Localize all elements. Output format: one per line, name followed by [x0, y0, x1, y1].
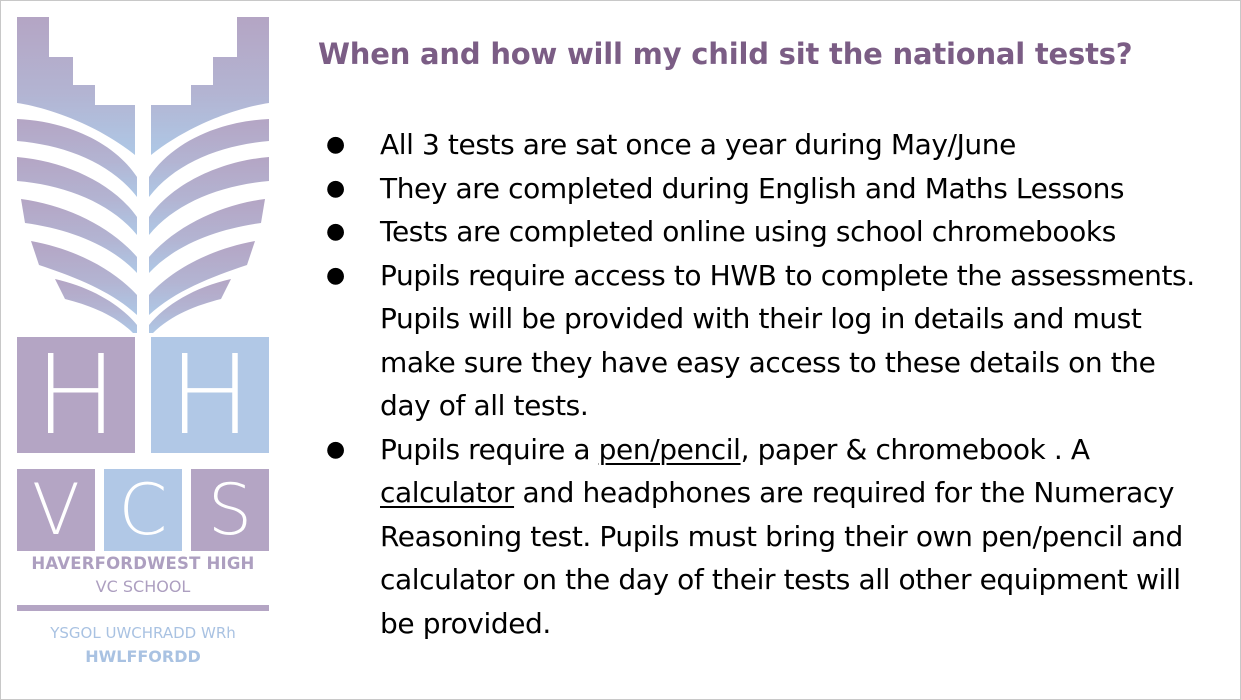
bullet-text: Tests are completed online using school chromebooks [380, 215, 1116, 248]
school-name-line2: VC SCHOOL [95, 577, 191, 596]
bullet-text: Pupils require access to HWB to complete the assessments. Pupils will be provided with their log in details and must make sure they have easy access to these details on the day of all tests. [380, 258, 1195, 422]
bullet-item [326, 210, 1206, 254]
bullet-dot-icon: ● [326, 219, 345, 244]
bullet-dot-icon: ● [326, 262, 345, 288]
logo-letter: H [168, 331, 252, 459]
logo-tile-h-left [17, 331, 135, 459]
bullet-item [326, 428, 1206, 646]
bullet-item [326, 254, 1206, 428]
bullet-dot-icon: ● [326, 436, 345, 462]
school-logo [15, 15, 271, 675]
bullet-text-part: Pupils require a [380, 432, 599, 466]
bullet-text: All 3 tests are sat once a year during May/June [380, 128, 1016, 161]
logo-letter: V [32, 469, 80, 551]
logo-tile-c [104, 469, 182, 551]
bullet-list [326, 123, 1206, 645]
bullet-item [326, 123, 1206, 167]
book-castle-emblem [15, 15, 271, 345]
welsh-name-line1: YSGOL UWCHRADD WRh [50, 624, 236, 642]
logo-tile-s [191, 469, 269, 551]
bullet-dot-icon: ● [326, 175, 345, 201]
school-name-line1: HAVERFORDWEST HIGH [31, 554, 255, 573]
logo-tile-h-right [151, 331, 269, 459]
bullet-text-part: , paper & chromebook . A [740, 432, 1090, 466]
pen-pencil-link[interactable]: pen/pencil [598, 432, 741, 466]
logo-tile-v [17, 469, 95, 551]
logo-letter: C [118, 469, 168, 551]
welsh-name-line2: HWLFFORDD [85, 647, 201, 666]
bullet-text: They are completed during English and Maths Lessons [380, 171, 1125, 205]
logo-letter: S [207, 469, 253, 551]
bullet-dot-icon: ● [326, 132, 345, 157]
bullet-item [326, 167, 1206, 211]
logo-divider [17, 605, 269, 611]
slide-title: When and how will my child sit the national tests? [318, 37, 1133, 71]
logo-letter: H [34, 331, 118, 459]
calculator-link[interactable]: calculator [380, 476, 515, 509]
bullet-text-part: and headphones are required for the Numeracy Reasoning test. Pupils must bring their own pen/pencil and calculator on the day of their tests all other equipment will be provided. [380, 476, 1183, 640]
